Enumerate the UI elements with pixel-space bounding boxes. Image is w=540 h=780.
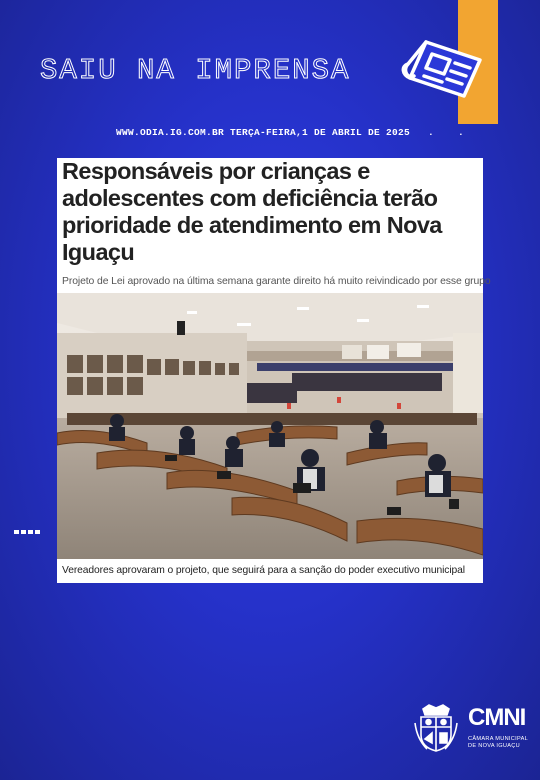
logo-name: CMNI xyxy=(468,704,526,731)
photo-caption: Vereadores aprovaram o projeto, que seguirá para a sanção do poder executivo municipal xyxy=(62,565,465,576)
cmni-logo xyxy=(468,706,528,750)
source-date-line: WWW.ODIA.IG.COM.BR TERÇA-FEIRA,1 DE ABRIL DE 2025 . . xyxy=(116,127,465,138)
article-subhead: Projeto de Lei aprovado na última semana garante direito há muito reivindicado por esse grupo xyxy=(62,276,491,287)
newspaper-icon xyxy=(398,36,484,100)
dash-marker xyxy=(14,530,41,534)
logo-subtitle-1: CÂMARA MUNICIPAL xyxy=(468,736,529,742)
city-crest-icon xyxy=(413,703,459,753)
page-title: SAIU NA IMPRENSA xyxy=(40,54,351,87)
logo-subtitle-2: DE NOVA IGUAÇU xyxy=(468,743,520,749)
article-clipping xyxy=(57,158,491,583)
article-photo xyxy=(57,293,483,559)
article-headline: Responsáveis por crianças e adolescentes com deficiência terão prioridade de atendimento em Nova Iguaçu xyxy=(62,158,442,265)
